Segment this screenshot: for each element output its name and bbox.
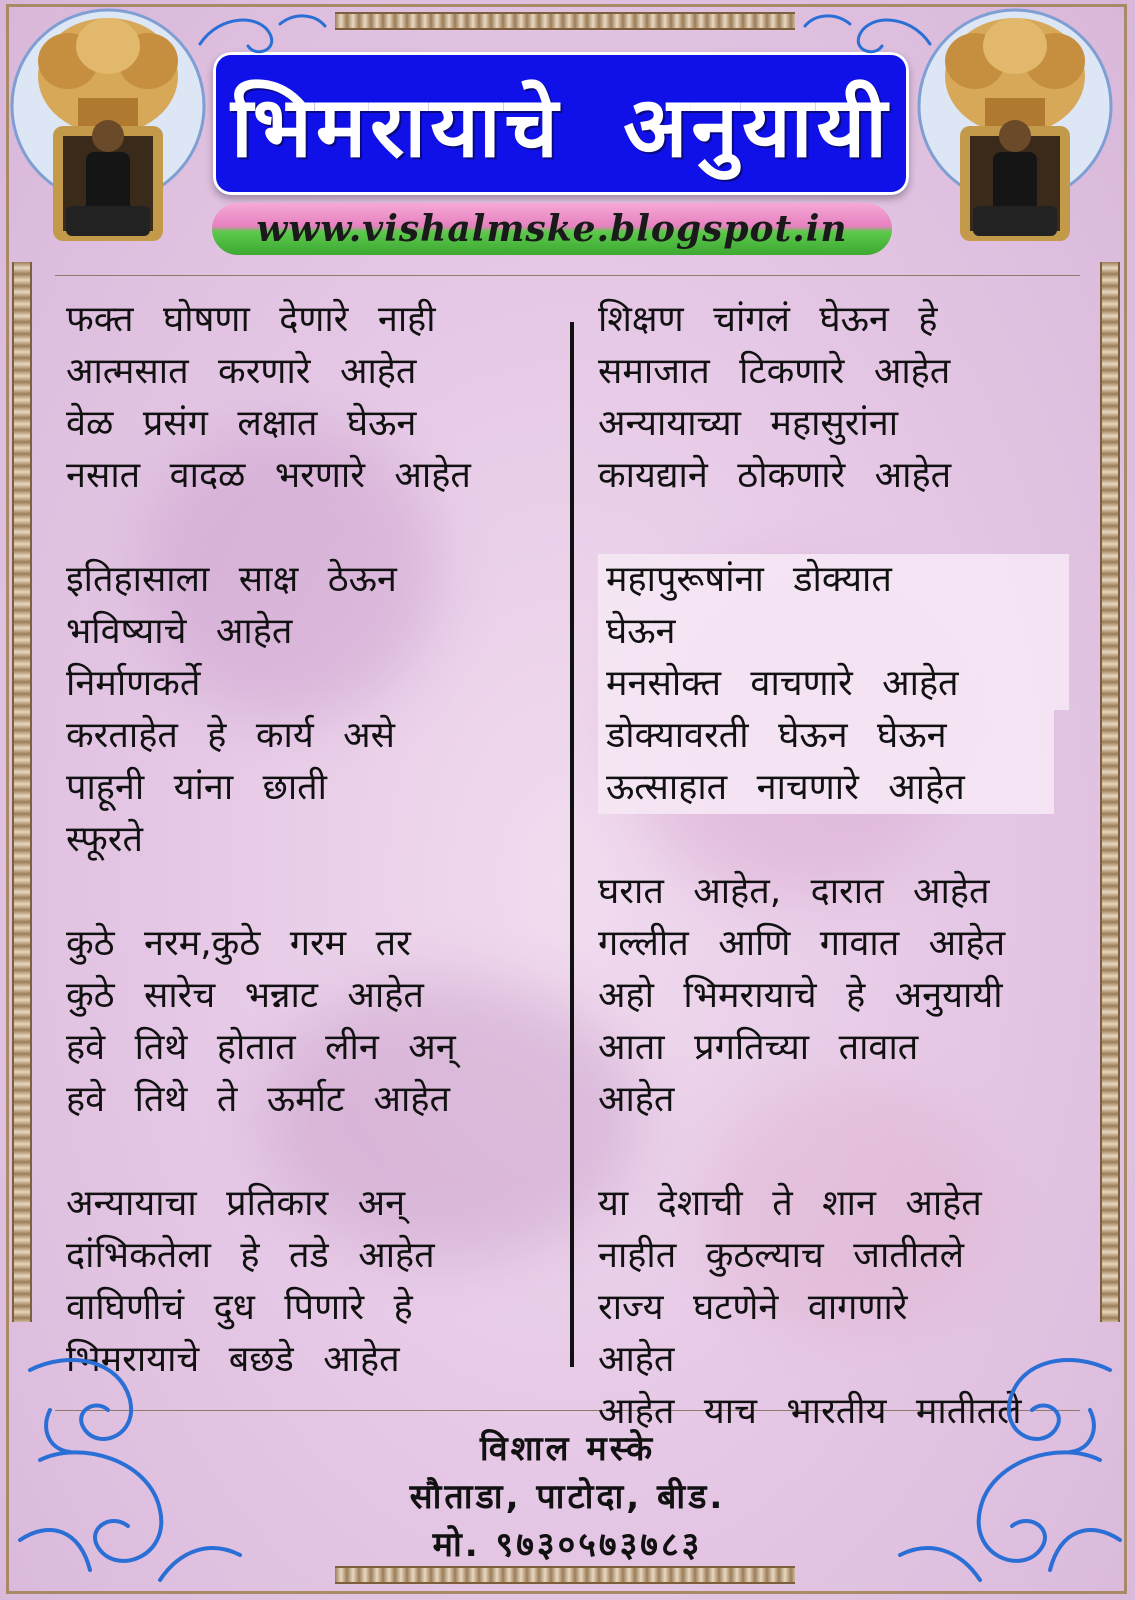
poem-line: करताहेत हे कार्य असे bbox=[66, 715, 395, 756]
stanza bbox=[598, 866, 1069, 1126]
poem-line: कुठे सारेच भन्नाट आहेत bbox=[66, 975, 424, 1016]
poem-line: स्फूरते bbox=[66, 819, 144, 860]
poem-line: वेळ प्रसंग लक्षात घेऊन bbox=[66, 403, 417, 444]
poem-line: भविष्याचे आहेत bbox=[66, 611, 293, 652]
poem-line: या देशाची ते शान आहेत bbox=[598, 1183, 982, 1224]
poem-line: हवे तिथे होतात लीन अन् bbox=[66, 1027, 456, 1068]
highlight-box bbox=[598, 554, 1069, 710]
blog-url: www.vishalmske.blogspot.in bbox=[256, 208, 848, 250]
poem-line: घेऊन bbox=[606, 611, 676, 652]
poem-line: निर्माणकर्ते bbox=[66, 663, 201, 704]
poem-line: अहो भिमरायाचे हे अनुयायी bbox=[598, 975, 1003, 1016]
poem-line: आहेत bbox=[598, 1079, 675, 1120]
poem-right-column bbox=[598, 294, 1069, 1438]
poem-line: आता प्रगतिच्या तावात bbox=[598, 1027, 919, 1068]
poem-left-column bbox=[66, 294, 471, 1386]
poem-line: गल्लीत आणि गावात आहेत bbox=[598, 923, 1006, 964]
floral-swirl-icon bbox=[190, 4, 330, 64]
poem-line: भिमरायाचे बछडे आहेत bbox=[66, 1339, 400, 1380]
stanza bbox=[66, 554, 471, 866]
stanza bbox=[66, 294, 471, 502]
poem-line: कुठे नरम,कुठे गरम तर bbox=[66, 923, 411, 964]
poem-line: समाजात टिकणारे आहेत bbox=[598, 351, 951, 392]
blog-url-banner bbox=[212, 203, 892, 255]
author-signature bbox=[0, 1425, 1135, 1569]
author-address: सौताडा, पाटोदा, बीड. bbox=[409, 1477, 726, 1517]
poem-line: अन्यायाच्या महासुरांना bbox=[598, 403, 899, 444]
lion-capital-emblem-icon bbox=[915, 6, 1115, 256]
right-emblem bbox=[915, 6, 1115, 256]
author-name: विशाल मस्के bbox=[479, 1429, 656, 1469]
page-title: भिमरायाचे अनुयायी bbox=[231, 78, 891, 176]
poem-line: नसात वादळ भरणारे आहेत bbox=[66, 455, 471, 496]
poem-line: ऊत्साहात नाचणारे आहेत bbox=[606, 767, 965, 808]
column-divider bbox=[570, 322, 574, 1367]
poem-line: आहेत bbox=[598, 1339, 675, 1380]
poem-line: डोक्यावरती घेऊन घेऊन bbox=[606, 715, 947, 756]
poem-line: कायद्याने ठोकणारे आहेत bbox=[598, 455, 952, 496]
poem-line: महापुरूषांना डोक्यात bbox=[606, 559, 892, 600]
stanza bbox=[598, 294, 1069, 502]
stanza bbox=[66, 918, 471, 1126]
poem-line: फक्त घोषणा देणारे नाही bbox=[66, 299, 436, 340]
poem-line: हवे तिथे ते ऊर्माट आहेत bbox=[66, 1079, 450, 1120]
poem-line: मनसोक्त वाचणारे आहेत bbox=[606, 663, 959, 704]
poem-line: शिक्षण चांगलं घेऊन हे bbox=[598, 299, 938, 340]
poem-line: अन्यायाचा प्रतिकार अन् bbox=[66, 1183, 406, 1224]
top-rule bbox=[55, 275, 1080, 276]
poem-line: दांभिकतेला हे तडे आहेत bbox=[66, 1235, 435, 1276]
title-banner bbox=[213, 52, 909, 195]
poem-line: आहेत याच भारतीय मातीतले bbox=[598, 1391, 1022, 1432]
floral-swirl-icon bbox=[800, 4, 940, 64]
left-rope-ornament bbox=[12, 262, 32, 1322]
left-emblem bbox=[8, 6, 208, 256]
stanza bbox=[598, 554, 1069, 814]
highlight-box bbox=[598, 710, 1054, 814]
poem-line: राज्य घटणेने वागणारे bbox=[598, 1287, 908, 1328]
poem-line: नाहीत कुठल्याच जातीतले bbox=[598, 1235, 965, 1276]
poem-line: इतिहासाला साक्ष ठेऊन bbox=[66, 559, 397, 600]
author-phone: मो. ९७३०५७३७८३ bbox=[432, 1525, 703, 1565]
right-rope-ornament bbox=[1100, 262, 1120, 1322]
top-rope-ornament bbox=[335, 12, 795, 30]
lion-capital-emblem-icon bbox=[8, 6, 208, 256]
poem-line: आत्मसात करणारे आहेत bbox=[66, 351, 417, 392]
poem-line: वाघिणीचं दुध पिणारे हे bbox=[66, 1287, 413, 1328]
poem-line: घरात आहेत, दारात आहेत bbox=[598, 871, 990, 912]
poem-line: पाहूनी यांना छाती bbox=[66, 767, 327, 808]
